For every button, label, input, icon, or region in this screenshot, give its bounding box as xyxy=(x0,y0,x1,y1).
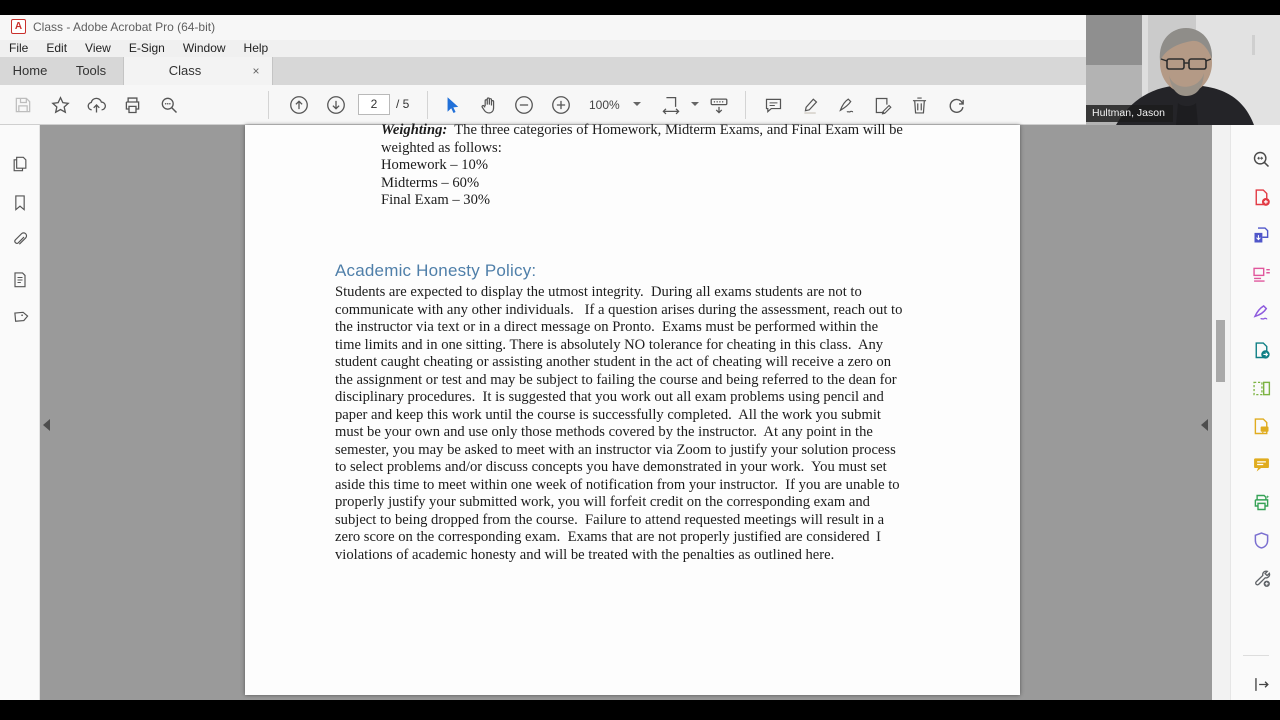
bookmarks-icon[interactable] xyxy=(9,192,31,214)
letterbox-bottom xyxy=(0,700,1280,720)
print-icon[interactable] xyxy=(121,94,143,116)
collapse-pane-icon[interactable] xyxy=(1250,673,1272,695)
create-pdf-icon[interactable] xyxy=(1250,186,1272,208)
weighting-item: Final Exam – 30% xyxy=(381,192,491,208)
zoom-level-label[interactable]: 100% xyxy=(589,98,620,112)
pdf-page xyxy=(245,122,1020,695)
body-line: subject to being dropped from the course. Failure to attend requested meetings will result in a xyxy=(335,511,885,528)
left-panel-rail xyxy=(0,125,40,700)
body-line: semester, you may be asked to meet with an instructor via Zoom to justify your solution process xyxy=(335,441,896,458)
policy-paragraph xyxy=(335,284,902,564)
reading-mode-icon[interactable] xyxy=(708,94,730,116)
comment-icon[interactable] xyxy=(762,94,784,116)
tab-tools[interactable]: Tools xyxy=(75,63,107,78)
page-display-icon[interactable] xyxy=(9,269,31,291)
select-arrow-icon[interactable] xyxy=(440,94,462,116)
section-heading: Academic Honesty Policy: xyxy=(335,261,537,280)
highlight-icon[interactable] xyxy=(799,94,821,116)
body-line: to select problems and/or discuss concepts you have demonstrated in your work. You must set xyxy=(335,459,887,475)
vertical-scrollbar[interactable] xyxy=(1212,125,1230,700)
edit-pdf-icon[interactable] xyxy=(1250,263,1272,285)
tab-home[interactable]: Home xyxy=(12,63,48,78)
toolbar-divider xyxy=(745,91,746,119)
delete-icon[interactable] xyxy=(908,94,930,116)
scan-ocr-icon[interactable] xyxy=(1250,491,1272,513)
fit-width-icon[interactable] xyxy=(660,94,682,116)
page-up-icon[interactable] xyxy=(288,94,310,116)
tab-document-label: Class xyxy=(168,63,202,78)
toolbar-divider xyxy=(427,91,428,119)
weighting-line2: weighted as follows: xyxy=(381,139,502,156)
body-line: properly justify your submitted work, you will forfeit credit on the corresponding exam and xyxy=(335,494,870,510)
page-count-label: / 5 xyxy=(396,97,410,111)
tools-pane-rail xyxy=(1230,125,1280,700)
send-for-comments-icon[interactable] xyxy=(1250,415,1272,437)
menu-esign[interactable]: E-Sign xyxy=(128,41,165,55)
collapse-right-panel-icon[interactable] xyxy=(1201,419,1208,431)
rail-divider xyxy=(1243,655,1269,656)
scrollbar-thumb[interactable] xyxy=(1216,320,1225,382)
page-thumbnails-icon[interactable] xyxy=(9,153,31,175)
body-line: zero score on the corresponding exam. Exams that are not properly justified are considered xyxy=(335,529,870,545)
document-canvas[interactable] xyxy=(41,122,1212,700)
menu-view[interactable]: View xyxy=(85,41,111,55)
share-upload-icon[interactable] xyxy=(85,94,107,116)
body-line: the instructor via text or in a direct message on Pronto. Exams must be performed within the xyxy=(335,319,879,335)
body-line: violations of academic honesty and will be treated with the penalties as outlined here. xyxy=(335,546,835,563)
acrobat-logo-icon: A xyxy=(11,19,26,34)
combine-files-icon[interactable] xyxy=(1250,224,1272,246)
comment-bubble-icon[interactable] xyxy=(1250,453,1272,475)
fill-and-sign-pen-icon[interactable] xyxy=(1250,301,1272,323)
participant-name-label: Hultman, Jason xyxy=(1086,105,1173,122)
page-number-input[interactable]: 2 xyxy=(358,94,390,115)
search-icon[interactable] xyxy=(1250,148,1272,170)
page-down-icon[interactable] xyxy=(325,94,347,116)
more-tools-icon[interactable] xyxy=(1250,567,1272,589)
text-cursor: I xyxy=(876,529,881,545)
body-line: the assignment or test and may be subject to failing the course and being referred to the dean for xyxy=(335,371,897,388)
weighting-item: Homework – 10% xyxy=(381,157,489,173)
fill-and-sign-icon[interactable] xyxy=(871,94,893,116)
letterbox-top xyxy=(0,0,1280,15)
body-line: Students are expected to display the utmost integrity. During all exams students are not to xyxy=(335,284,862,300)
webcam-video xyxy=(1086,15,1280,125)
zoom-in-icon[interactable] xyxy=(550,94,572,116)
export-pdf-icon[interactable] xyxy=(1250,339,1272,361)
close-tab-icon[interactable]: × xyxy=(252,64,260,78)
rotate-pages-icon[interactable] xyxy=(945,94,967,116)
weighting-section xyxy=(381,122,903,210)
body-line: communicate with any other individuals. If a question arises during the assessment, reach out to xyxy=(335,301,903,318)
body-line: student caught cheating or assisting another student in the act of cheating will receive a zero on xyxy=(335,354,891,370)
menu-file[interactable]: File xyxy=(9,41,29,55)
weighting-label: Weighting: xyxy=(381,122,448,138)
hand-pan-icon[interactable] xyxy=(477,94,499,116)
menu-help[interactable]: Help xyxy=(243,41,269,55)
attachments-icon[interactable] xyxy=(9,230,31,252)
find-icon[interactable] xyxy=(158,94,180,116)
body-line: aside this time to meet within one week of notification from your instructor. If you are unable to xyxy=(335,476,900,493)
tab-document-class[interactable] xyxy=(123,57,273,85)
menu-edit[interactable]: Edit xyxy=(46,41,68,55)
body-line: must be your own and use only those methods covered by the instructor. At any point in the xyxy=(335,424,873,440)
body-line: paper and keep this work until the course is successfully completed. All the work you submit xyxy=(335,406,881,423)
save-icon[interactable] xyxy=(12,94,34,116)
collapse-left-panel-icon[interactable] xyxy=(43,419,50,431)
zoom-dropdown-icon[interactable] xyxy=(633,102,641,106)
menu-window[interactable]: Window xyxy=(182,41,226,55)
fit-dropdown-icon[interactable] xyxy=(691,102,699,106)
zoom-out-icon[interactable] xyxy=(513,94,535,116)
body-line: disciplinary procedures. It is suggested that you work out all exam problems using pencil and xyxy=(335,389,884,405)
tags-icon[interactable] xyxy=(9,308,31,330)
organize-pages-icon[interactable] xyxy=(1250,377,1272,399)
body-line: time limits and in one sitting. There is absolutely NO tolerance for cheating in this class. Any xyxy=(335,336,884,353)
toolbar-divider xyxy=(268,91,269,119)
weighting-line1: The three categories of Homework, Midterm Exams, and Final Exam will be xyxy=(447,122,903,138)
sign-icon[interactable] xyxy=(835,94,857,116)
window-title: Class - Adobe Acrobat Pro (64-bit) xyxy=(33,20,216,34)
star-favorite-icon[interactable] xyxy=(49,94,71,116)
weighting-item: Midterms – 60% xyxy=(381,174,480,191)
protect-icon[interactable] xyxy=(1250,529,1272,551)
